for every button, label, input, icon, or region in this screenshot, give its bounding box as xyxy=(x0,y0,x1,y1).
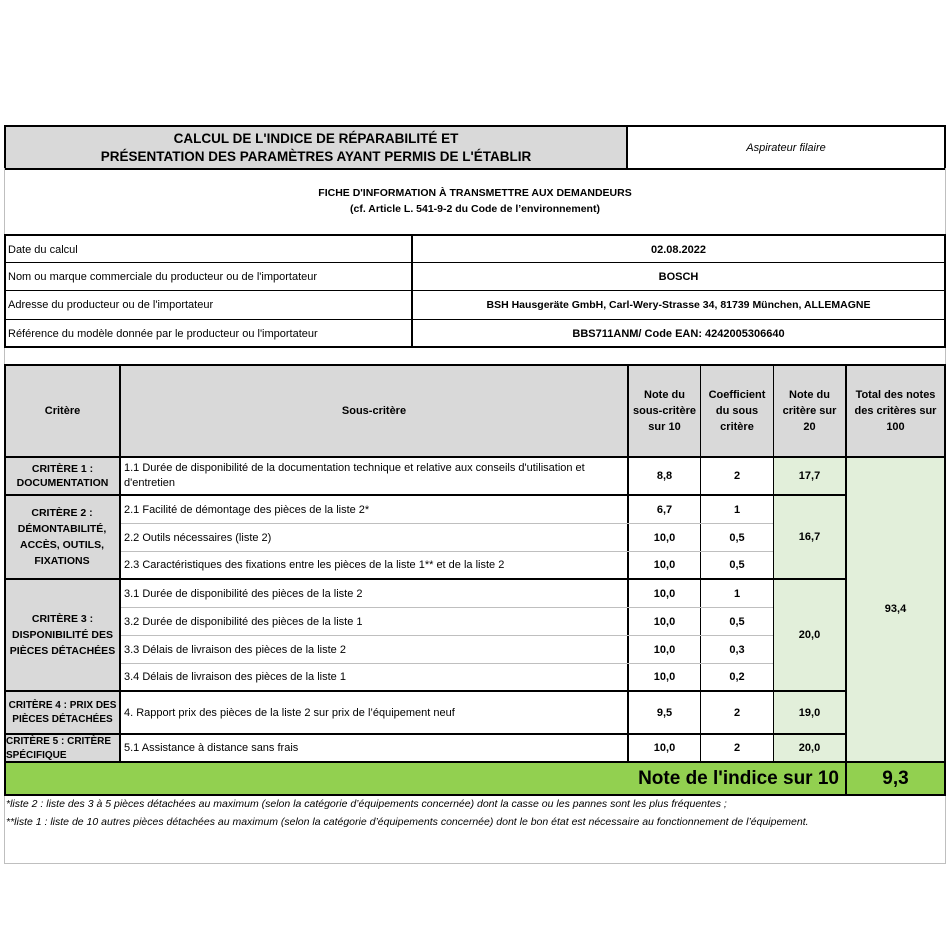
index-label: Note de l'indice sur 10 xyxy=(638,767,839,789)
header-title xyxy=(6,127,626,168)
detail-label-brand: Nom ou marque commerciale du producteur ou de l'importateur xyxy=(8,271,318,283)
header-title-line1: CALCUL DE L'INDICE DE RÉPARABILITÉ ET xyxy=(173,130,459,146)
subcriterion-2-2: 2.2 Outils nécessaires (liste 2) xyxy=(124,531,272,544)
criterion-5-score: 20,0 xyxy=(798,742,821,754)
note-2-1: 6,7 xyxy=(656,503,673,516)
detail-label-date: Date du calcul xyxy=(8,243,78,256)
detail-value-brand: BOSCH xyxy=(658,271,699,283)
detail-value-date: 02.08.2022 xyxy=(650,243,707,256)
info-box xyxy=(4,168,946,234)
detail-label-reference: Référence du modèle donnée par le producteur ou l'importateur xyxy=(8,327,318,340)
detail-value-address: BSH Hausgeräte GmbH, Carl-Wery-Strasse 34, 81739 München, ALLEMAGNE xyxy=(486,299,871,311)
coef-1-1: 2 xyxy=(733,470,741,482)
coef-3-3: 0,3 xyxy=(729,643,745,656)
subcriterion-3-4: 3.4 Délais de livraison des pièces de la liste 1 xyxy=(124,671,346,683)
note-2-2: 10,0 xyxy=(653,531,676,544)
criterion-1-name: CRITÈRE 1 : DOCUMENTATION xyxy=(16,463,109,489)
criterion-2-name: CRITÈRE 2 : DÉMONTABILITÉ, ACCÈS, OUTILS, FIXATIONS xyxy=(17,507,107,567)
criterion-3-name: CRITÈRE 3 : DISPONIBILITÉ DES PIÈCES DÉTACHÉES xyxy=(9,613,116,657)
col-header-total: Total des notes des critères sur 100 xyxy=(854,389,937,433)
subcriterion-3-1: 3.1 Durée de disponibilité des pièces de la liste 2 xyxy=(124,587,363,600)
subcriterion-4: 4. Rapport prix des pièces de la liste 2 sur prix de l’équipement neuf xyxy=(124,706,455,719)
col-header-sous-critere: Sous-critère xyxy=(341,405,407,417)
coef-2-3: 0,5 xyxy=(729,559,745,571)
coef-2-1: 1 xyxy=(733,503,741,516)
detail-label-address: Adresse du producteur ou de l'importateur xyxy=(8,299,214,311)
note-2-3: 10,0 xyxy=(653,559,676,571)
header-title-box xyxy=(4,125,628,170)
subcriterion-2-1: 2.1 Facilité de démontage des pièces de la liste 2* xyxy=(124,503,370,516)
subcriterion-2-3: 2.3 Caractéristiques des fixations entre les pièces de la liste 1** et de la liste 2 xyxy=(124,559,505,571)
col-header-coef: Coefficient du sous critère xyxy=(708,389,766,433)
note-5-1: 10,0 xyxy=(653,742,676,754)
index-value: 9,3 xyxy=(882,767,909,789)
coef-3-2: 0,5 xyxy=(729,615,745,628)
col-header-critere: Critère xyxy=(44,405,81,417)
coef-2-2: 0,5 xyxy=(729,531,745,544)
note-3-3: 10,0 xyxy=(653,643,676,656)
note-4: 9,5 xyxy=(656,706,673,719)
coef-3-4: 0,2 xyxy=(729,671,745,683)
col-header-note-sous: Note du sous-critère sur 10 xyxy=(633,389,696,433)
note-1-1: 8,8 xyxy=(656,470,673,482)
criterion-5-label: CRITÈRE 5 : CRITÈRE SPÉCIFIQUE xyxy=(6,736,112,761)
criterion-5-name xyxy=(6,735,119,761)
coef-3-1: 1 xyxy=(733,587,741,600)
criterion-4-score: 19,0 xyxy=(798,706,821,719)
subcriterion-3-2: 3.2 Durée de disponibilité des pièces de la liste 1 xyxy=(124,615,363,628)
footnote-liste-2: *liste 2 : liste des 3 à 5 pièces détachées au maximum (selon la catégorie d’équipements concernée) dont la casse ou les pannes sont les plus fréquentes ; xyxy=(6,798,727,810)
product-type-box xyxy=(626,125,946,170)
criterion-3-score: 20,0 xyxy=(798,629,821,641)
note-3-2: 10,0 xyxy=(653,615,676,628)
criterion-4-name: CRITÈRE 4 : PRIX DES PIÈCES DÉTACHÉES xyxy=(8,699,117,725)
total-score: 93,4 xyxy=(884,603,907,615)
coef-4: 2 xyxy=(733,706,741,719)
col-header-note-crit: Note du critère sur 20 xyxy=(782,389,837,433)
subcriterion-5-1: 5.1 Assistance à distance sans frais xyxy=(124,742,299,754)
criterion-2-score: 16,7 xyxy=(798,531,821,543)
header-title-line2: PRÉSENTATION DES PARAMÈTRES AYANT PERMIS DE L'ÉTABLIR xyxy=(100,148,532,164)
detail-value-reference: BBS711ANM/ Code EAN: 4242005306640 xyxy=(572,327,785,340)
note-3-1: 10,0 xyxy=(653,587,676,600)
criterion-1-score: 17,7 xyxy=(798,470,821,482)
info-line1: FICHE D'INFORMATION À TRANSMETTRE AUX DEMANDEURS xyxy=(318,187,632,199)
subcriterion-3-3: 3.3 Délais de livraison des pièces de la liste 2 xyxy=(124,643,346,656)
subcriterion-1-1: 1.1 Durée de disponibilité de la documentation technique et relative aux conseils d'utilisation et d'entretien xyxy=(124,462,585,489)
note-3-4: 10,0 xyxy=(653,671,676,683)
footnote-liste-1: **liste 1 : liste de 10 autres pièces détachées au maximum (selon la catégorie d’équipements concernée) dont le bon état est nécessaire au fonctionnement de l’équipement. xyxy=(6,816,809,828)
coef-5-1: 2 xyxy=(733,742,741,754)
info-line2: (cf. Article L. 541-9-2 du Code de l’environnement) xyxy=(350,203,600,215)
product-type: Aspirateur filaire xyxy=(746,141,826,154)
